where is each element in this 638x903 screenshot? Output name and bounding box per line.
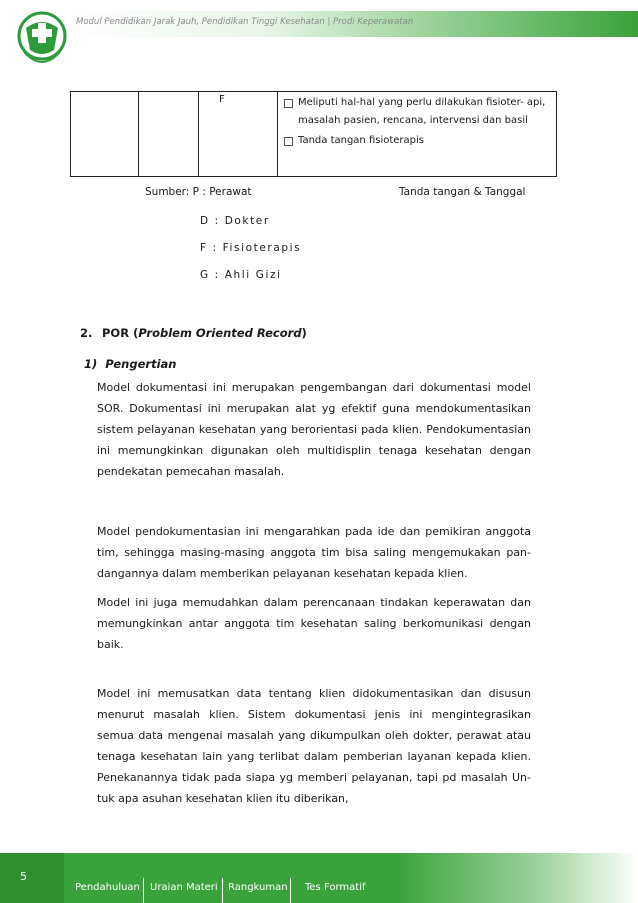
nav-rangkuman[interactable]: Rangkuman (228, 882, 288, 893)
legend-signature: Tanda tangan & Tanggal (399, 186, 526, 198)
nav-uraian-materi[interactable]: Uraian Materi (150, 882, 218, 893)
checkbox-icon (284, 99, 293, 108)
checkbox-icon (284, 137, 293, 146)
table-cell (71, 92, 139, 177)
documentation-table (70, 91, 557, 177)
nav-tes-formatif[interactable]: Tes Formatif (305, 882, 366, 893)
table-cell-code: F (199, 92, 278, 177)
subsection-title: 1) Pengertian (84, 357, 177, 371)
checklist-item (278, 92, 556, 130)
checklist-item (278, 130, 556, 150)
bakti-husada-logo-icon (14, 6, 70, 78)
page-number-box (0, 853, 64, 903)
checklist-item-text: Tanda tangan fisioterapis (298, 135, 425, 146)
section-title (102, 326, 307, 340)
table-row (71, 92, 557, 177)
nav-divider (222, 878, 223, 903)
checklist-item-text: Meliputi hal-hal yang perlu dilakukan fisioter- api, masalah pasien, rencana, intervensi dan basil (298, 97, 546, 126)
section-number: 2. (80, 326, 93, 340)
table-cell-description (278, 92, 557, 177)
section-title-main: POR ( (102, 326, 139, 340)
legend-item: G : Ahli Gizi (200, 269, 282, 281)
nav-divider (143, 878, 144, 903)
legend-item: F : Fisioterapis (200, 242, 302, 254)
paragraph: Model pendokumentasian ini mengarahkan pada ide dan pemikiran anggota tim, sehingga masing-masing anggota tim bisa saling mengemukakan pan- dangannya dalam memberikan pelayanan kesehatan kepada klien. (97, 525, 531, 580)
header-title: Modul Pendidikan Jarak Jauh, Pendidikan Tinggi Kesehatan | Prodi Keperawatan (76, 17, 414, 27)
nav-pendahuluan[interactable]: Pendahuluan (75, 882, 140, 893)
nav-divider (290, 878, 291, 903)
legend-item: D : Dokter (200, 215, 270, 227)
table-cell (139, 92, 199, 177)
paragraph: Model ini memusatkan data tentang klien didokumentasikan dan disusun menurut masalah klien. Sistem dokumentasi jenis ini mengintegrasikan semua data mengenai masalah yang dikumpulkan oleh dokter, perawat atau tenaga kesehatan lain yang terlibat dalam pemberian layanan kepada klien. Penekanannya tidak pada siapa yg memberi pelayanan, tapi pd masalah Un- tuk apa asuhan kesehatan klien itu diberikan, (97, 687, 531, 805)
legend-source: Sumber: P : Perawat (145, 186, 252, 198)
paragraph: Model ini juga memudahkan dalam perencanaan tindakan keperawatan dan memungkinkan antar anggota tim kesehatan saling berkomunikasi dengan baik. (97, 596, 531, 651)
paragraph: Model dokumentasi ini merupakan pengembangan dari dokumentasi model SOR. Dokumentasi ini merupakan alat yg efektif guna mendokumentasikan sistem pelayanan kesehatan yang berorientasi pada klien. Pendokumentasian ini memungkinkan digunakan oleh multidisplin tenaga kesehatan dengan pendekatan pemecahan masalah. (97, 381, 531, 478)
section-title-italic: Problem Oriented Record (138, 326, 302, 340)
page-number: 5 (20, 870, 27, 883)
section-title-end: ) (301, 326, 307, 340)
